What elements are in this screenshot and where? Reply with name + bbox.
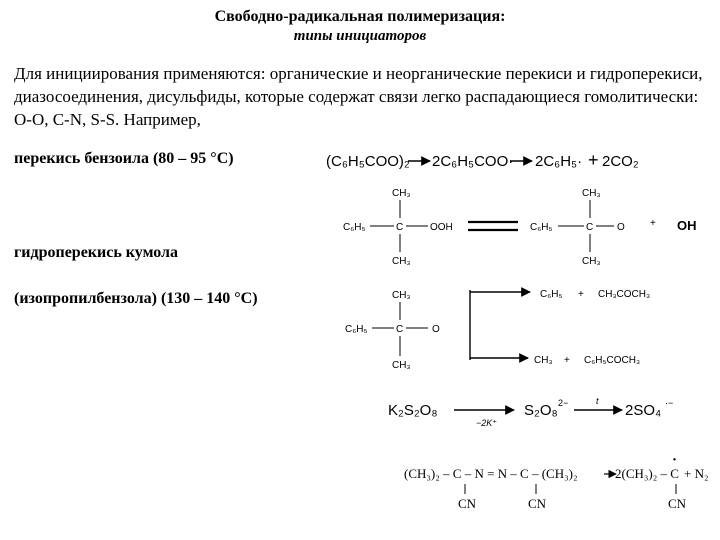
r1-plus: +: [588, 150, 599, 170]
persulfate-below-label: −2K⁺: [476, 418, 498, 428]
cn-group-1: CN: [458, 496, 477, 511]
product-b-plus: +: [564, 355, 570, 366]
cn-group-2: CN: [528, 496, 547, 511]
sulfate-radical: 2SO₄: [625, 402, 662, 419]
azo-nitrogen: + N₂: [684, 466, 709, 481]
persulfate-above-label: t: [596, 396, 599, 406]
c6h5-2: C₆H₅: [345, 324, 368, 335]
ch3-top-product: CH₃: [582, 188, 601, 199]
product-a-right: CH₃COCH₃: [598, 289, 651, 300]
plus-sign: +: [650, 218, 656, 229]
persulfate-reactant: K₂S₂O₈: [388, 402, 438, 419]
slide-title: Свободно-радикальная полимеризация:: [214, 8, 506, 25]
carbon-center-product: C: [586, 222, 594, 233]
intro-paragraph: Для инициирования применяются: органические и неорганические перекиси и гидроперекиси, диазосоединения, дисульфиды, которые содержат связи легко распадающиеся гомолитически: О-О, С-N, S-S. Например,: [14, 64, 703, 129]
azo-reactant: (CH₃)₂ – C – N = N – C – (CH₃)₂: [404, 466, 578, 481]
carbon-center: C: [396, 222, 404, 233]
reaction-cumene-hydroperoxide: [343, 188, 697, 267]
azo-product: 2(CH₃)₂ – C: [615, 466, 679, 481]
label-benzoyl-peroxide: перекись бензоила (80 – 95 °С): [14, 150, 234, 167]
hydroxyl-radical: OH: [677, 218, 697, 233]
sulfate-radical-mark: ·−: [665, 398, 674, 408]
persulfate-charge: 2−: [558, 398, 569, 408]
r1-intermediate: 2C₆H₅COO·: [432, 153, 514, 170]
r1-radical: 2C₆H₅·: [535, 153, 583, 170]
product-b-left: CH₃: [534, 355, 553, 366]
reaction-persulfate: [388, 396, 673, 428]
oxygen-2: O: [432, 324, 440, 335]
azo-radical-dot: ·: [672, 452, 678, 468]
oxygen-radical: O: [617, 222, 625, 233]
label-cumene-hydroperoxide: гидроперекись кумола: [14, 244, 179, 261]
product-a-left: C₆H₅: [540, 289, 563, 300]
reaction-azo: [404, 452, 709, 511]
cn-group-3: CN: [668, 496, 687, 511]
carbon-center-2: C: [396, 324, 404, 335]
ch3-bottom-product: CH₃: [582, 256, 601, 267]
label-isopropylbenzene: (изопропилбензола) (130 – 140 °С): [14, 290, 258, 307]
r1-co2: 2CO₂: [602, 153, 639, 170]
ch3-top-2: CH₃: [392, 290, 411, 301]
ooh-group: OOH: [430, 222, 453, 233]
r1-reactant: (C₆H₅COO)₂: [326, 153, 410, 170]
slide-subtitle: типы инициаторов: [293, 28, 427, 44]
reaction-cumyloxy: [345, 289, 650, 371]
product-b-right: C₆H₅COCH₃: [584, 355, 641, 366]
reaction-benzoyl: [326, 150, 639, 170]
c6h5-product: C₆H₅: [530, 222, 553, 233]
persulfate-ion: S₂O₈: [524, 402, 558, 419]
ch3-bottom-2: CH₃: [392, 360, 411, 371]
c6h5-left: C₆H₅: [343, 222, 366, 233]
ch3-top: CH₃: [392, 188, 411, 199]
product-a-plus: +: [578, 289, 584, 300]
ch3-bottom: CH₃: [392, 256, 411, 267]
